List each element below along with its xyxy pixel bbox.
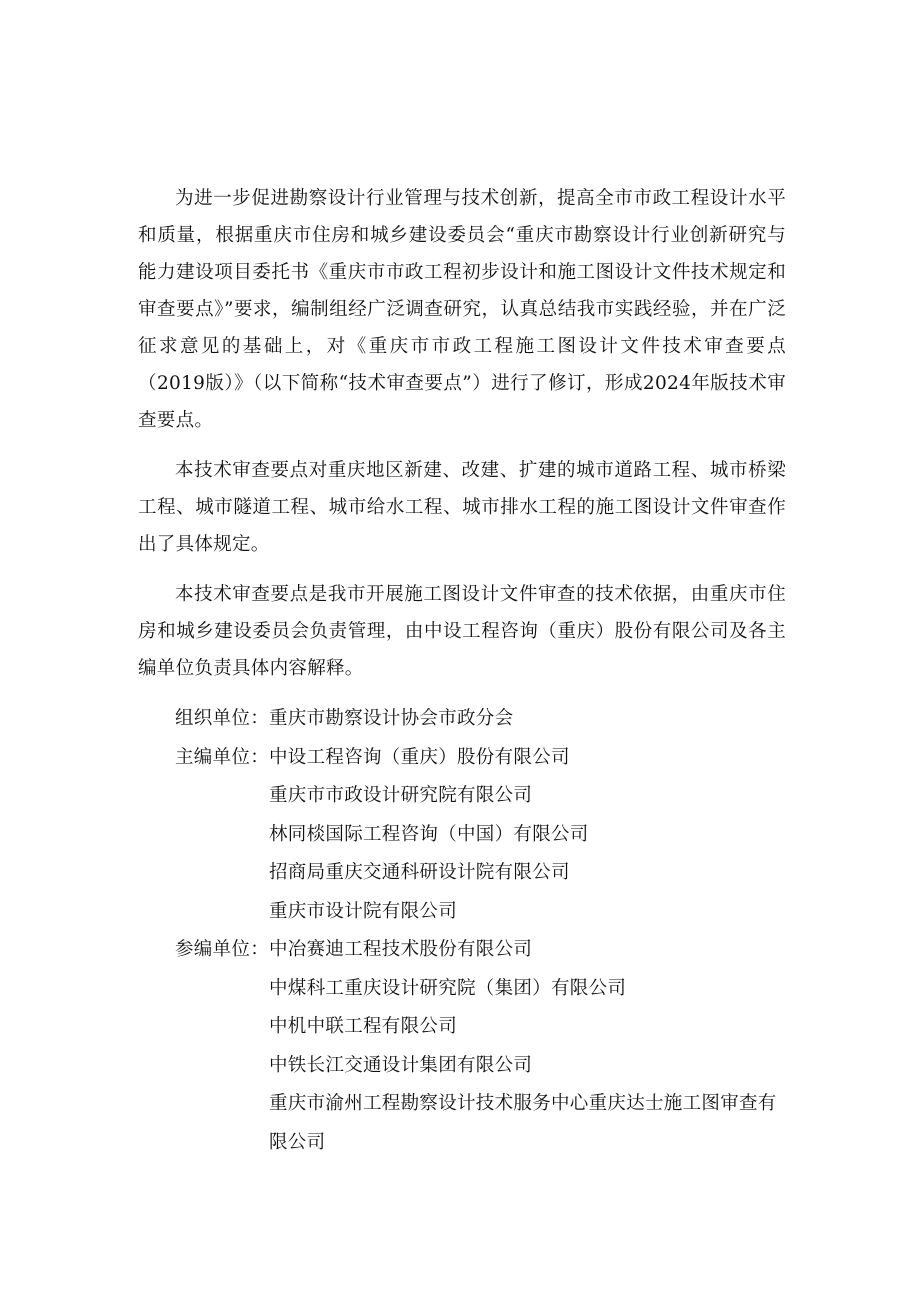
participant-row — [138, 1085, 786, 1162]
document-page — [138, 180, 786, 1162]
chief-editor-row — [138, 893, 786, 932]
participant-name: 中煤科工重庆设计研究院（集团）有限公司 — [269, 977, 627, 999]
participant-name: 中冶赛迪工程技术股份有限公司 — [269, 939, 533, 960]
organizer-label: 组织单位： — [175, 708, 270, 729]
chief-editor-row — [138, 854, 786, 893]
participant-row — [138, 1008, 786, 1047]
participant-row — [138, 931, 786, 970]
chief-editor-row — [138, 739, 786, 778]
participant-row — [138, 1047, 786, 1086]
authority-paragraph: 本技术审查要点是我市开展施工图设计文件审查的技术依据，由重庆市住房和城乡建设委员会负责管理，由中设工程咨询（重庆）股份有限公司及各主编单位负责具体内容解释。 — [138, 584, 786, 679]
participant-name: 中铁长江交通设计集团有限公司 — [269, 1054, 533, 1076]
chief-editor-label: 主编单位： — [175, 746, 270, 768]
intro-paragraph: 为进一步促进勘察设计行业管理与技术创新，提高全市市政工程设计水平和质量，根据重庆市住房和城乡建设委员会“重庆市勘察设计行业创新研究与能力建设项目委托书《重庆市市政工程初步设计和施工图设计文件技术规定和审查要点》”要求，编制组经广泛调查研究，认真总结我市实践经验，并在广泛征求意见的基础上，对《重庆市市政工程施工图设计文件技术审查要点（2019版）》（以下简称“技术审查要点”）进行了修订，形成2024年版技术审查要点。 — [138, 188, 786, 431]
participant-row — [138, 970, 786, 1009]
chief-editor-name: 中设工程咨询（重庆）股份有限公司 — [269, 746, 570, 768]
chief-editor-name: 招商局重庆交通科研设计院有限公司 — [269, 862, 570, 883]
participant-label: 参编单位： — [175, 939, 270, 960]
chief-editor-name: 林同棪国际工程咨询（中国）有限公司 — [269, 823, 589, 845]
chief-editor-name: 重庆市市政设计研究院有限公司 — [269, 785, 533, 806]
chief-editor-row — [138, 777, 786, 816]
chief-editor-row — [138, 816, 786, 855]
organizer-row — [138, 700, 786, 739]
scope-paragraph: 本技术审查要点对重庆地区新建、改建、扩建的城市道路工程、城市桥梁工程、城市隧道工程、城市给水工程、城市排水工程的施工图设计文件审查作出了具体规定。 — [138, 460, 786, 555]
organization-list — [138, 700, 786, 1162]
chief-editor-name: 重庆市设计院有限公司 — [269, 900, 458, 922]
participant-name: 重庆市渝州工程勘察设计技术服务中心重庆达士施工图审查有限公司 — [269, 1093, 777, 1153]
participant-name: 中机中联工程有限公司 — [269, 1016, 458, 1037]
organizer-name: 重庆市勘察设计协会市政分会 — [269, 708, 514, 729]
